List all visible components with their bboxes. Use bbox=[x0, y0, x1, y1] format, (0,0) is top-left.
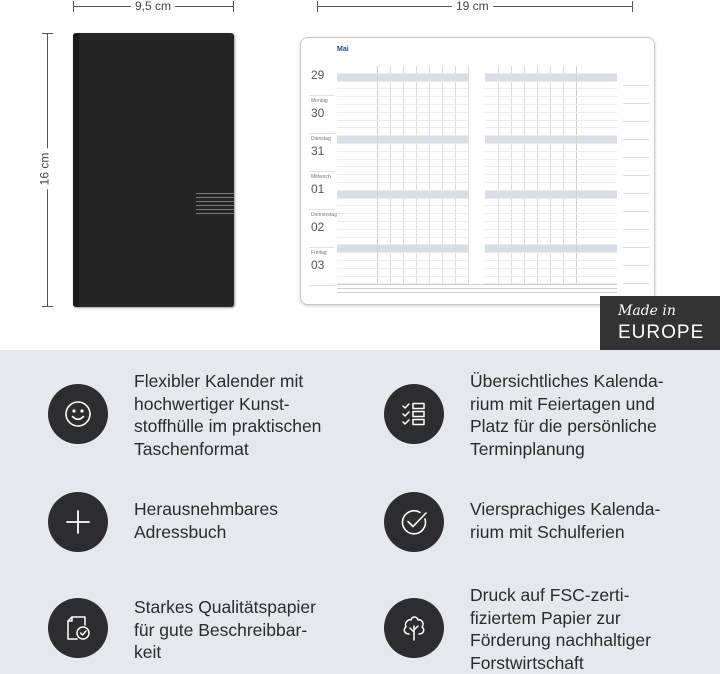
feature-text: Herausnehmbares Adressbuch bbox=[134, 499, 278, 542]
calendar-grid-row bbox=[337, 105, 469, 113]
calendar-grid-row bbox=[337, 261, 469, 269]
calendar-grid-row bbox=[485, 191, 617, 199]
calendar-day: Freitag 03 bbox=[309, 248, 335, 286]
calendar-grid-row bbox=[337, 152, 469, 160]
width-dimension-label: 9,5 cm bbox=[131, 0, 175, 13]
closed-calendar-cover bbox=[73, 33, 234, 307]
calendar-grid-row bbox=[485, 105, 617, 113]
calendar-grid-row bbox=[337, 89, 469, 97]
calendar-grid-row bbox=[485, 206, 617, 214]
calendar-grid-row bbox=[337, 214, 469, 222]
calendar-grid-row bbox=[337, 74, 469, 82]
calendar-day: Dienstag 31 bbox=[309, 134, 335, 172]
calendar-grid-row bbox=[337, 183, 469, 191]
calendar-grid-row bbox=[337, 175, 469, 183]
calendar-grid-right bbox=[485, 66, 617, 284]
calendar-footnotes bbox=[337, 284, 617, 296]
calendar-grid-row bbox=[485, 144, 617, 152]
calendar-grid-row bbox=[485, 199, 617, 207]
open-calendar-spread bbox=[300, 37, 655, 305]
calendar-grid-row bbox=[337, 191, 469, 199]
calendar-grid-row bbox=[337, 206, 469, 214]
calendar-grid-row bbox=[485, 253, 617, 261]
badge-made-in: Made in bbox=[618, 303, 676, 319]
calendar-grid-row bbox=[485, 66, 617, 74]
calendar-day: Mittwoch 01 bbox=[309, 172, 335, 210]
calendar-grid-row bbox=[337, 238, 469, 246]
calendar-grid-row bbox=[337, 136, 469, 144]
tree-icon bbox=[384, 598, 444, 658]
calendar-grid-row bbox=[337, 82, 469, 90]
calendar-grid-row bbox=[337, 113, 469, 121]
calendar-day: Donnerstag 02 bbox=[309, 210, 335, 248]
calendar-grid-row bbox=[485, 261, 617, 269]
calendar-grid-row bbox=[337, 128, 469, 136]
calendar-grid-row bbox=[337, 199, 469, 207]
open-width-dimension-label: 19 cm bbox=[452, 0, 493, 13]
calendar-day-column bbox=[309, 58, 335, 286]
calendar-grid-row bbox=[337, 66, 469, 74]
calendar-grid-row bbox=[337, 230, 469, 238]
cover-spine bbox=[73, 33, 79, 307]
calendar-month-label: Mai bbox=[337, 46, 349, 53]
calendar-grid-row bbox=[337, 245, 469, 253]
cover-stripes bbox=[196, 193, 234, 215]
calendar-grid-row bbox=[337, 160, 469, 168]
calendar-grid-row bbox=[485, 160, 617, 168]
calendar-grid-row bbox=[485, 97, 617, 105]
calendar-grid-row bbox=[485, 136, 617, 144]
plus-icon bbox=[48, 492, 108, 552]
calendar-grid-row bbox=[485, 121, 617, 129]
feature-text: Flexibler Kalender mit hochwertiger Kunst- stoffhülle im praktischen Taschenformat bbox=[134, 371, 322, 459]
notes-lines bbox=[623, 68, 649, 284]
check-circle-icon bbox=[384, 492, 444, 552]
height-dimension-label: 16 cm bbox=[37, 149, 51, 190]
calendar-grid-row bbox=[485, 175, 617, 183]
calendar-grid-row bbox=[485, 152, 617, 160]
calendar-grid-row bbox=[337, 222, 469, 230]
calendar-grid-row bbox=[337, 269, 469, 277]
calendar-day: Montag 30 bbox=[309, 96, 335, 134]
calendar-grid-row bbox=[485, 222, 617, 230]
badge-europe: EUROPE bbox=[618, 322, 705, 343]
smiley-icon bbox=[48, 384, 108, 444]
calendar-grid-row bbox=[485, 214, 617, 222]
feature-text: Viersprachiges Kalenda- rium mit Schulferien bbox=[470, 499, 661, 542]
checklist-icon bbox=[384, 384, 444, 444]
features-panel bbox=[0, 350, 720, 674]
calendar-grid-row bbox=[485, 269, 617, 277]
calendar-grid-row bbox=[485, 74, 617, 82]
feature-text: Druck auf FSC-zerti- fiziertem Papier zur Förderung nachhaltiger Forstwirtschaft bbox=[470, 585, 651, 673]
calendar-grid-row bbox=[337, 253, 469, 261]
made-in-europe-badge bbox=[600, 296, 720, 352]
calendar-grid-row bbox=[485, 89, 617, 97]
calendar-grid-left bbox=[337, 66, 469, 284]
feature-text: Übersichtliches Kalenda- rium mit Feiertagen und Platz für die persönliche Terminplanung bbox=[470, 371, 664, 459]
quality-paper-icon bbox=[48, 598, 108, 658]
calendar-grid-row bbox=[485, 82, 617, 90]
calendar-grid-row bbox=[337, 97, 469, 105]
feature-text: Starkes Qualitätspapier für gute Beschreibbar- keit bbox=[134, 597, 316, 662]
calendar-grid-row bbox=[485, 183, 617, 191]
calendar-grid-row bbox=[485, 167, 617, 175]
calendar-grid-row bbox=[485, 230, 617, 238]
calendar-grid-row bbox=[485, 113, 617, 121]
calendar-grid-row bbox=[485, 238, 617, 246]
calendar-grid-row bbox=[337, 167, 469, 175]
calendar-grid-row bbox=[337, 121, 469, 129]
calendar-grid-row bbox=[337, 144, 469, 152]
calendar-grid-row bbox=[485, 245, 617, 253]
calendar-grid-row bbox=[485, 128, 617, 136]
calendar-day: 29 bbox=[309, 58, 335, 96]
